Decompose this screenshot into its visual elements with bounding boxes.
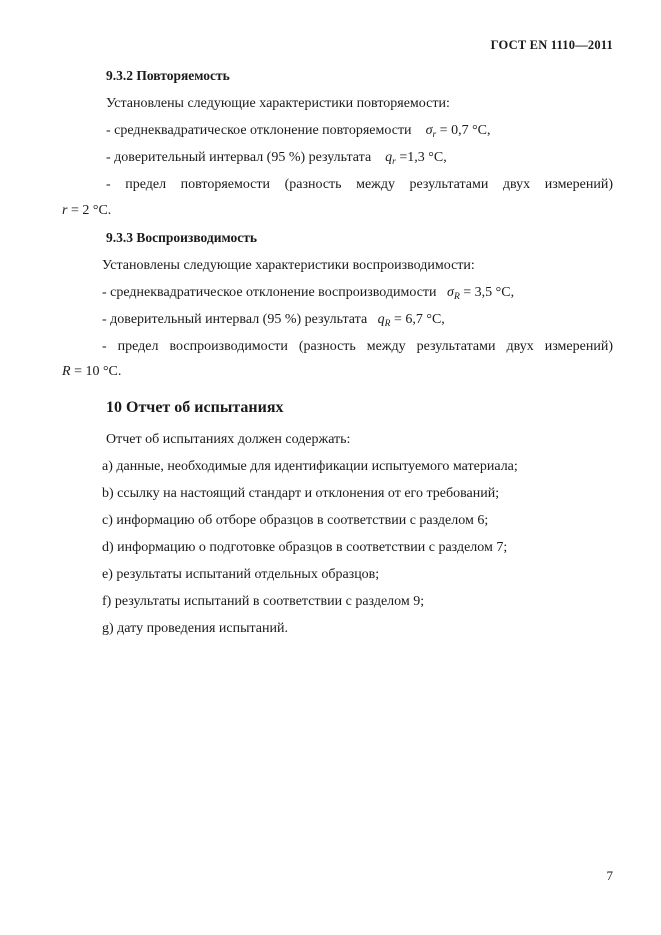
list-item: f) результаты испытаний в соответствии с разделом 9; <box>102 594 425 609</box>
reproducibility-sd-line <box>102 284 514 306</box>
math-value: = 6,7 °C, <box>390 312 445 327</box>
list-item: e) результаты испытаний отдельных образцов; <box>102 567 380 582</box>
document-header: ГОСТ EN 1110—2011 <box>490 38 613 52</box>
section-9-3-3-title: 9.3.3 Воспроизводимость <box>106 230 258 245</box>
math-subscript: r <box>392 157 396 167</box>
math-value: = 2 °C. <box>67 203 112 218</box>
item-text: - доверительный интервал (95 %) результата <box>102 312 368 327</box>
math-subscript: R <box>384 319 391 329</box>
repeatability-sd-line <box>106 122 491 144</box>
math-value: = 10 °C. <box>70 364 122 379</box>
repeatability-limit-value <box>62 202 111 220</box>
math-symbol: σ <box>447 285 454 300</box>
list-item: c) информацию об отборе образцов в соответствии с разделом 6; <box>102 513 489 528</box>
section-9-3-2-title: 9.3.2 Повторяемость <box>106 68 230 83</box>
reproducibility-limit-line: - предел воспроизводимости (разность между результатами двух измерений) <box>102 339 613 354</box>
math-value: = 0,7 °C, <box>436 123 491 138</box>
math-value: =1,3 °C, <box>395 150 447 165</box>
math-subscript: R <box>453 292 460 302</box>
list-item: d) информацию о подготовке образцов в соответствии с разделом 7; <box>102 540 508 555</box>
math-subscript: r <box>432 130 437 140</box>
reproducibility-ci-line <box>102 311 445 333</box>
math-symbol: q <box>385 150 393 165</box>
section-9-3-2-intro: Установлены следующие характеристики повторяемости: <box>106 96 450 111</box>
math-value: = 3,5 °C, <box>459 285 515 300</box>
reproducibility-limit-value <box>62 363 121 381</box>
math-symbol: r <box>62 203 68 218</box>
item-text: - доверительный интервал (95 %) результата <box>106 150 372 165</box>
list-item: g) дату проведения испытаний. <box>102 621 288 636</box>
item-text: - среднеквадратическое отклонение воспроизводимости <box>102 285 437 300</box>
math-symbol: q <box>377 312 385 327</box>
section-10-title: 10 Отчет об испытаниях <box>106 399 284 416</box>
page-number: 7 <box>606 868 613 883</box>
repeatability-ci-line <box>106 149 447 171</box>
math-symbol: R <box>62 364 71 379</box>
math-symbol: σ <box>425 123 433 138</box>
section-10-intro: Отчет об испытаниях должен содержать: <box>106 432 351 447</box>
section-9-3-3-intro: Установлены следующие характеристики воспроизводимости: <box>102 258 475 273</box>
repeatability-limit-line: - предел повторяемости (разность между результатами двух измерений) <box>106 177 613 192</box>
list-item: a) данные, необходимые для идентификации испытуемого материала; <box>102 459 518 474</box>
item-text: - среднеквадратическое отклонение повторяемости <box>106 123 412 138</box>
list-item: b) ссылку на настоящий стандарт и отклонения от его требований; <box>102 486 500 501</box>
